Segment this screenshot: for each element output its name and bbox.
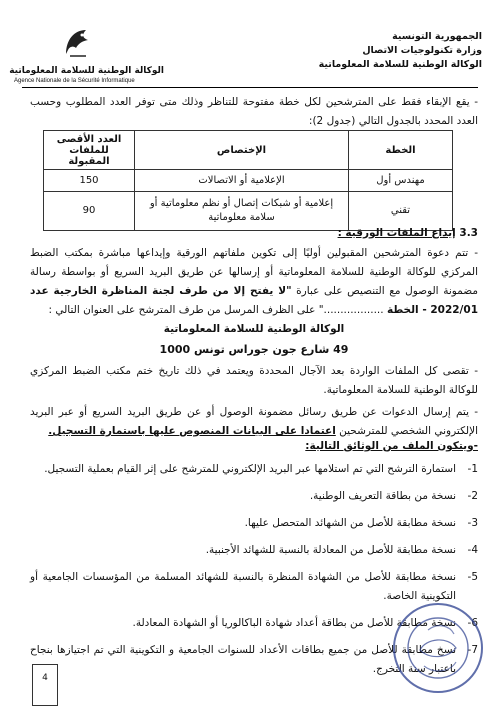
item-text: استمارة الترشح التي تم استلامها عبر البريد الإلكتروني للمترشح على إثر القيام بعملية التسجيل. xyxy=(44,463,456,475)
section-heading xyxy=(30,224,478,243)
item-text: نسخ مطابقة للأصل من جميع بطاقات الأعداد للسنوات الجامعية و التكوينية التي تم اجتيازها بنجاح باعتبار سنة التخرج. xyxy=(30,644,456,675)
item-text: نسخة مطابقة للأصل من الشهادة المنظرة بالنسبة للشهائد المسلمة من المؤسسات الجامعية أو التكوينية الخاصة. xyxy=(30,571,456,602)
envelope-mention: "لا يفتح إلا من طرف لجنة المناظرة الخارجية عدد 2022/01 - الخطة xyxy=(30,285,478,316)
official-stamp-icon xyxy=(390,600,486,696)
list-item xyxy=(30,541,478,560)
cell-post: مهندس أول xyxy=(349,170,453,192)
documents-list-title: -ويتكون الملف من الوثائق التالية: xyxy=(305,440,478,452)
item-number: 4- xyxy=(467,544,478,556)
cell-max: 90 xyxy=(44,192,135,231)
item-number: 5- xyxy=(467,571,478,583)
header-divider xyxy=(22,87,478,88)
agency-name-french: Agence Nationale de la Sécurité Informatique xyxy=(14,78,135,84)
invitation-text: - يتم إرسال الدعوات عن طريق رسائل مضمونة الوصول أو عن طريق البريد السريع أو عبر البريد الإلكتروني الشخصي للمترشحين xyxy=(30,406,478,437)
submission-text: - تتم دعوة المترشحين المقبولين أوليًا إلى تكوين ملفاتهم الورقية وإيداعها مباشرة بمكتب الضبط المركزي للوكالة الوطنية للسلامة المعلوماتية أو إرسالها عن طريق البريد السريع أو بواسطة رسالة مضمونة الوصول مع التنصيص على عبارة xyxy=(30,247,478,297)
deadline-paragraph: - تقصى كل الملفات الواردة بعد الآجال المحددة ويعتمد في ذلك تاريخ ختم مكتب الضبط المركزي للوكالة الوطنية للسلامة المعلوماتية. xyxy=(30,365,478,396)
address-line-2: 49 شارع جون جوراس تونس 1000 xyxy=(159,343,349,356)
item-number: 7- xyxy=(467,644,478,656)
section-title: إيداع الملفات الورقية : xyxy=(337,227,456,239)
item-number: 2- xyxy=(467,490,478,502)
agency-name-arabic: الوكالة الوطنية للسلامة المعلوماتية xyxy=(9,66,164,76)
list-item xyxy=(30,460,478,479)
official-header xyxy=(302,30,482,72)
ministry-name: وزارة تكنولوجيات الاتصال xyxy=(362,45,482,56)
agency-name: الوكالة الوطنية للسلامة المعلوماتية xyxy=(318,59,482,70)
eagle-logo-icon xyxy=(60,26,94,60)
item-number: 1- xyxy=(467,463,478,475)
item-number: 6- xyxy=(467,617,478,629)
table-header-row xyxy=(44,131,453,170)
item-text: نسخة مطابقة للأصل من المعادلة بالنسبة للشهائد الأجنبية. xyxy=(205,544,456,556)
posts-table xyxy=(43,130,453,231)
submission-paragraph xyxy=(30,244,478,320)
item-text: نسخة من بطاقة التعريف الوطنية. xyxy=(309,490,456,502)
item-text: نسخة مطابقة للأصل من الشهائد المتحصل عليها. xyxy=(244,517,456,529)
col-header-post: الخطة xyxy=(349,131,453,170)
table-row xyxy=(44,170,453,192)
col-header-specialty: الإختصاص xyxy=(135,131,349,170)
invitation-emphasis: اعتمادا على البيانات المنصوص عليها باستمارة التسجيل. xyxy=(48,425,336,437)
submission-text-end: .................." على الظرف المرسل من طرف المترشح على العنوان التالي : xyxy=(48,304,384,316)
page-number: 4 xyxy=(42,673,48,683)
col-header-max: العدد الأقصى للملفات المقبولة xyxy=(44,131,135,170)
cell-specialty: إعلامية أو شبكات إتصال أو نظم معلوماتية أو سلامة معلوماتية xyxy=(135,192,349,231)
page-number-box xyxy=(32,664,58,706)
item-number: 3- xyxy=(467,517,478,529)
intro-paragraph: - يقع الإبقاء فقط على المترشحين لكل خطة مفتوحة للتناظر وذلك متى توفر العدد المطلوب وحسب العدد المحدد بالجدول التالي (جدول 2): xyxy=(30,96,478,127)
section-number: 3.3 xyxy=(459,227,478,239)
agency-logo-block xyxy=(9,26,164,84)
cell-specialty: الإعلامية أو الاتصالات xyxy=(135,170,349,192)
list-item xyxy=(30,487,478,506)
invitation-paragraph xyxy=(30,403,478,441)
address-line-1: الوكالة الوطنية للسلامة المعلوماتية xyxy=(163,323,345,335)
cell-post: تقني xyxy=(349,192,453,231)
list-item xyxy=(30,514,478,533)
republic-name: الجمهورية التونسية xyxy=(392,31,482,42)
cell-max: 150 xyxy=(44,170,135,192)
item-text: نسخة مطابقة للأصل من بطاقة أعداد شهادة الباكالوريا أو الشهادة المعادلة. xyxy=(132,617,456,629)
